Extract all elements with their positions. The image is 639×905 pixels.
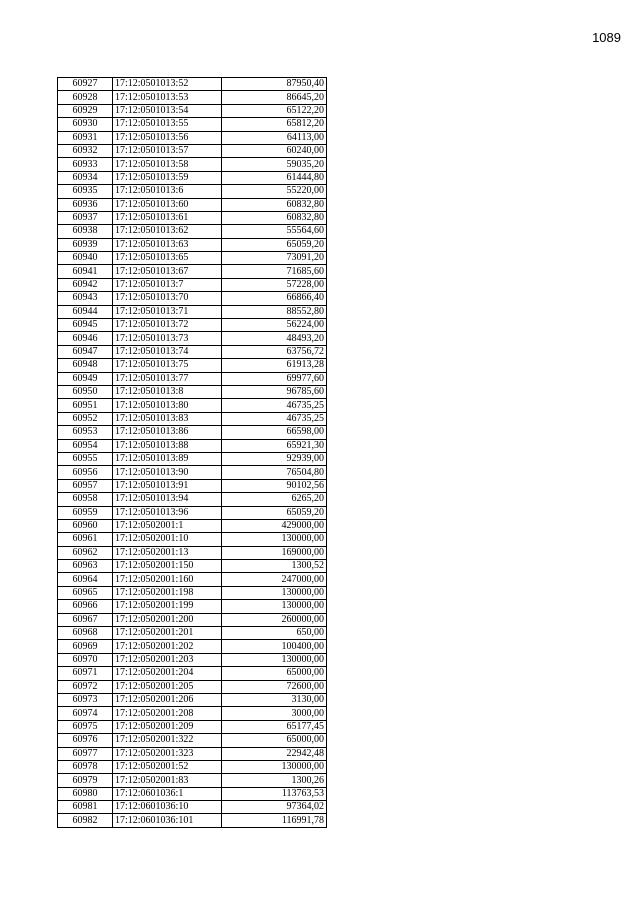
- cadastral-number-cell: 17:12:0501013:59: [113, 171, 222, 184]
- row-number-cell: 60932: [58, 144, 113, 157]
- table-row: [58, 720, 327, 733]
- cadastral-number-cell: 17:12:0502001:204: [113, 667, 222, 680]
- value-cell: 130000,00: [222, 533, 327, 546]
- table-row: [58, 680, 327, 693]
- cadastral-number-cell: 17:12:0501013:53: [113, 91, 222, 104]
- cadastral-number-cell: 17:12:0601036:10: [113, 801, 222, 814]
- table-row: [58, 653, 327, 666]
- row-number-cell: 60929: [58, 104, 113, 117]
- table-row: [58, 506, 327, 519]
- cadastral-number-cell: 17:12:0501013:74: [113, 345, 222, 358]
- cadastral-number-cell: 17:12:0502001:83: [113, 774, 222, 787]
- value-cell: 64113,00: [222, 131, 327, 144]
- table-row: [58, 814, 327, 827]
- table-row: [58, 693, 327, 706]
- value-cell: 55220,00: [222, 185, 327, 198]
- row-number-cell: 60949: [58, 372, 113, 385]
- value-cell: 65921,30: [222, 439, 327, 452]
- row-number-cell: 60962: [58, 546, 113, 559]
- cadastral-number-cell: 17:12:0501013:77: [113, 372, 222, 385]
- table-row: [58, 734, 327, 747]
- value-cell: 3000,00: [222, 707, 327, 720]
- table-row: [58, 372, 327, 385]
- cadastral-number-cell: 17:12:0501013:8: [113, 385, 222, 398]
- row-number-cell: 60956: [58, 466, 113, 479]
- row-number-cell: 60972: [58, 680, 113, 693]
- row-number-cell: 60948: [58, 359, 113, 372]
- value-cell: 88552,80: [222, 305, 327, 318]
- page-number: 1089: [592, 30, 621, 45]
- row-number-cell: 60979: [58, 774, 113, 787]
- value-cell: 60832,80: [222, 211, 327, 224]
- row-number-cell: 60968: [58, 627, 113, 640]
- table-row: [58, 560, 327, 573]
- value-cell: 66866,40: [222, 292, 327, 305]
- value-cell: 76504,80: [222, 466, 327, 479]
- value-cell: 260000,00: [222, 613, 327, 626]
- cadastral-number-cell: 17:12:0502001:209: [113, 720, 222, 733]
- table-row: [58, 319, 327, 332]
- table-row: [58, 211, 327, 224]
- table-row: [58, 533, 327, 546]
- value-cell: 72600,00: [222, 680, 327, 693]
- table-row: [58, 171, 327, 184]
- table-row: [58, 627, 327, 640]
- cadastral-number-cell: 17:12:0502001:201: [113, 627, 222, 640]
- row-number-cell: 60960: [58, 519, 113, 532]
- cadastral-number-cell: 17:12:0502001:200: [113, 613, 222, 626]
- row-number-cell: 60966: [58, 600, 113, 613]
- table-row: [58, 586, 327, 599]
- value-cell: 169000,00: [222, 546, 327, 559]
- row-number-cell: 60931: [58, 131, 113, 144]
- table-row: [58, 359, 327, 372]
- value-cell: 116991,78: [222, 814, 327, 827]
- row-number-cell: 60953: [58, 426, 113, 439]
- table-row: [58, 667, 327, 680]
- table-row: [58, 345, 327, 358]
- table-row: [58, 546, 327, 559]
- value-cell: 46735,25: [222, 412, 327, 425]
- table-row: [58, 91, 327, 104]
- value-cell: 86645,20: [222, 91, 327, 104]
- value-cell: 61913,28: [222, 359, 327, 372]
- cadastral-number-cell: 17:12:0501013:73: [113, 332, 222, 345]
- cadastral-number-cell: 17:12:0501013:89: [113, 452, 222, 465]
- row-number-cell: 60974: [58, 707, 113, 720]
- cadastral-value-table: [57, 77, 327, 828]
- value-cell: 130000,00: [222, 600, 327, 613]
- row-number-cell: 60955: [58, 452, 113, 465]
- table-row: [58, 466, 327, 479]
- cadastral-number-cell: 17:12:0501013:90: [113, 466, 222, 479]
- cadastral-number-cell: 17:12:0501013:80: [113, 399, 222, 412]
- row-number-cell: 60967: [58, 613, 113, 626]
- row-number-cell: 60954: [58, 439, 113, 452]
- table-row: [58, 774, 327, 787]
- cadastral-number-cell: 17:12:0502001:202: [113, 640, 222, 653]
- table-row: [58, 787, 327, 800]
- table-row: [58, 118, 327, 131]
- table-row: [58, 760, 327, 773]
- cadastral-number-cell: 17:12:0501013:55: [113, 118, 222, 131]
- value-cell: 48493,20: [222, 332, 327, 345]
- cadastral-number-cell: 17:12:0501013:6: [113, 185, 222, 198]
- cadastral-number-cell: 17:12:0601036:1: [113, 787, 222, 800]
- value-cell: 130000,00: [222, 760, 327, 773]
- cadastral-number-cell: 17:12:0502001:208: [113, 707, 222, 720]
- cadastral-number-cell: 17:12:0502001:199: [113, 600, 222, 613]
- table-row: [58, 747, 327, 760]
- cadastral-number-cell: 17:12:0501013:63: [113, 238, 222, 251]
- cadastral-number-cell: 17:12:0501013:94: [113, 493, 222, 506]
- table-row: [58, 198, 327, 211]
- row-number-cell: 60939: [58, 238, 113, 251]
- row-number-cell: 60938: [58, 225, 113, 238]
- row-number-cell: 60964: [58, 573, 113, 586]
- value-cell: 97364,02: [222, 801, 327, 814]
- value-cell: 3130,00: [222, 693, 327, 706]
- table-row: [58, 305, 327, 318]
- cadastral-number-cell: 17:12:0501013:65: [113, 252, 222, 265]
- value-cell: 1300,26: [222, 774, 327, 787]
- table-row: [58, 252, 327, 265]
- cadastral-number-cell: 17:12:0502001:10: [113, 533, 222, 546]
- value-cell: 650,00: [222, 627, 327, 640]
- table-row: [58, 493, 327, 506]
- cadastral-number-cell: 17:12:0501013:7: [113, 278, 222, 291]
- table-row: [58, 265, 327, 278]
- cadastral-number-cell: 17:12:0501013:57: [113, 144, 222, 157]
- row-number-cell: 60963: [58, 560, 113, 573]
- row-number-cell: 60935: [58, 185, 113, 198]
- table-row: [58, 385, 327, 398]
- value-cell: 60240,00: [222, 144, 327, 157]
- row-number-cell: 60930: [58, 118, 113, 131]
- value-cell: 429000,00: [222, 519, 327, 532]
- value-cell: 65059,20: [222, 238, 327, 251]
- value-cell: 71685,60: [222, 265, 327, 278]
- table-row: [58, 158, 327, 171]
- value-cell: 130000,00: [222, 586, 327, 599]
- table-row: [58, 104, 327, 117]
- row-number-cell: 60943: [58, 292, 113, 305]
- table-row: [58, 332, 327, 345]
- row-number-cell: 60951: [58, 399, 113, 412]
- value-cell: 65177,45: [222, 720, 327, 733]
- row-number-cell: 60928: [58, 91, 113, 104]
- value-cell: 73091,20: [222, 252, 327, 265]
- cadastral-number-cell: 17:12:0501013:52: [113, 78, 222, 91]
- value-cell: 56224,00: [222, 319, 327, 332]
- row-number-cell: 60946: [58, 332, 113, 345]
- value-cell: 6265,20: [222, 493, 327, 506]
- value-cell: 22942,48: [222, 747, 327, 760]
- table-row: [58, 600, 327, 613]
- row-number-cell: 60961: [58, 533, 113, 546]
- table-row: [58, 640, 327, 653]
- table-row: [58, 613, 327, 626]
- row-number-cell: 60969: [58, 640, 113, 653]
- value-cell: 57228,00: [222, 278, 327, 291]
- row-number-cell: 60959: [58, 506, 113, 519]
- row-number-cell: 60933: [58, 158, 113, 171]
- table-row: [58, 452, 327, 465]
- row-number-cell: 60927: [58, 78, 113, 91]
- table-row: [58, 185, 327, 198]
- row-number-cell: 60980: [58, 787, 113, 800]
- row-number-cell: 60977: [58, 747, 113, 760]
- cadastral-number-cell: 17:12:0501013:88: [113, 439, 222, 452]
- row-number-cell: 60942: [58, 278, 113, 291]
- value-cell: 65000,00: [222, 667, 327, 680]
- cadastral-number-cell: 17:12:0502001:150: [113, 560, 222, 573]
- cadastral-number-cell: 17:12:0502001:322: [113, 734, 222, 747]
- value-cell: 69977,60: [222, 372, 327, 385]
- row-number-cell: 60965: [58, 586, 113, 599]
- value-cell: 63756,72: [222, 345, 327, 358]
- row-number-cell: 60957: [58, 479, 113, 492]
- cadastral-number-cell: 17:12:0502001:203: [113, 653, 222, 666]
- row-number-cell: 60950: [58, 385, 113, 398]
- row-number-cell: 60936: [58, 198, 113, 211]
- table-row: [58, 573, 327, 586]
- table-row: [58, 479, 327, 492]
- value-cell: 65059,20: [222, 506, 327, 519]
- cadastral-number-cell: 17:12:0501013:67: [113, 265, 222, 278]
- row-number-cell: 60973: [58, 693, 113, 706]
- cadastral-number-cell: 17:12:0501013:91: [113, 479, 222, 492]
- value-cell: 65000,00: [222, 734, 327, 747]
- row-number-cell: 60940: [58, 252, 113, 265]
- value-cell: 100400,00: [222, 640, 327, 653]
- table-row: [58, 78, 327, 91]
- row-number-cell: 60947: [58, 345, 113, 358]
- row-number-cell: 60937: [58, 211, 113, 224]
- value-cell: 66598,00: [222, 426, 327, 439]
- cadastral-number-cell: 17:12:0501013:83: [113, 412, 222, 425]
- value-cell: 65812,20: [222, 118, 327, 131]
- cadastral-number-cell: 17:12:0501013:56: [113, 131, 222, 144]
- cadastral-number-cell: 17:12:0501013:71: [113, 305, 222, 318]
- row-number-cell: 60934: [58, 171, 113, 184]
- cadastral-number-cell: 17:12:0601036:101: [113, 814, 222, 827]
- table-row: [58, 238, 327, 251]
- table-row: [58, 225, 327, 238]
- table-row: [58, 519, 327, 532]
- value-cell: 130000,00: [222, 653, 327, 666]
- cadastral-number-cell: 17:12:0502001:205: [113, 680, 222, 693]
- table-body: [58, 78, 327, 828]
- value-cell: 65122,20: [222, 104, 327, 117]
- cadastral-number-cell: 17:12:0501013:54: [113, 104, 222, 117]
- value-cell: 55564,60: [222, 225, 327, 238]
- cadastral-number-cell: 17:12:0502001:13: [113, 546, 222, 559]
- cadastral-number-cell: 17:12:0501013:58: [113, 158, 222, 171]
- cadastral-number-cell: 17:12:0502001:323: [113, 747, 222, 760]
- row-number-cell: 60978: [58, 760, 113, 773]
- value-cell: 90102,56: [222, 479, 327, 492]
- table-row: [58, 399, 327, 412]
- cadastral-number-cell: 17:12:0502001:206: [113, 693, 222, 706]
- value-cell: 60832,80: [222, 198, 327, 211]
- table-row: [58, 278, 327, 291]
- cadastral-number-cell: 17:12:0501013:62: [113, 225, 222, 238]
- row-number-cell: 60975: [58, 720, 113, 733]
- value-cell: 113763,53: [222, 787, 327, 800]
- row-number-cell: 60976: [58, 734, 113, 747]
- table-row: [58, 144, 327, 157]
- table-row: [58, 131, 327, 144]
- row-number-cell: 60970: [58, 653, 113, 666]
- cadastral-number-cell: 17:12:0502001:160: [113, 573, 222, 586]
- value-cell: 96785,60: [222, 385, 327, 398]
- cadastral-number-cell: 17:12:0501013:75: [113, 359, 222, 372]
- table-row: [58, 292, 327, 305]
- row-number-cell: 60958: [58, 493, 113, 506]
- cadastral-number-cell: 17:12:0501013:72: [113, 319, 222, 332]
- value-cell: 247000,00: [222, 573, 327, 586]
- cadastral-number-cell: 17:12:0502001:52: [113, 760, 222, 773]
- value-cell: 92939,00: [222, 452, 327, 465]
- row-number-cell: 60945: [58, 319, 113, 332]
- cadastral-number-cell: 17:12:0501013:61: [113, 211, 222, 224]
- cadastral-number-cell: 17:12:0502001:198: [113, 586, 222, 599]
- table-row: [58, 412, 327, 425]
- table-row: [58, 707, 327, 720]
- cadastral-number-cell: 17:12:0502001:1: [113, 519, 222, 532]
- row-number-cell: 60971: [58, 667, 113, 680]
- value-cell: 1300,52: [222, 560, 327, 573]
- table-row: [58, 801, 327, 814]
- row-number-cell: 60944: [58, 305, 113, 318]
- value-cell: 87950,40: [222, 78, 327, 91]
- cadastral-number-cell: 17:12:0501013:86: [113, 426, 222, 439]
- table-row: [58, 439, 327, 452]
- cadastral-number-cell: 17:12:0501013:60: [113, 198, 222, 211]
- row-number-cell: 60982: [58, 814, 113, 827]
- row-number-cell: 60941: [58, 265, 113, 278]
- value-cell: 59035,20: [222, 158, 327, 171]
- cadastral-number-cell: 17:12:0501013:96: [113, 506, 222, 519]
- value-cell: 61444,80: [222, 171, 327, 184]
- row-number-cell: 60981: [58, 801, 113, 814]
- row-number-cell: 60952: [58, 412, 113, 425]
- table-row: [58, 426, 327, 439]
- cadastral-number-cell: 17:12:0501013:70: [113, 292, 222, 305]
- value-cell: 46735,25: [222, 399, 327, 412]
